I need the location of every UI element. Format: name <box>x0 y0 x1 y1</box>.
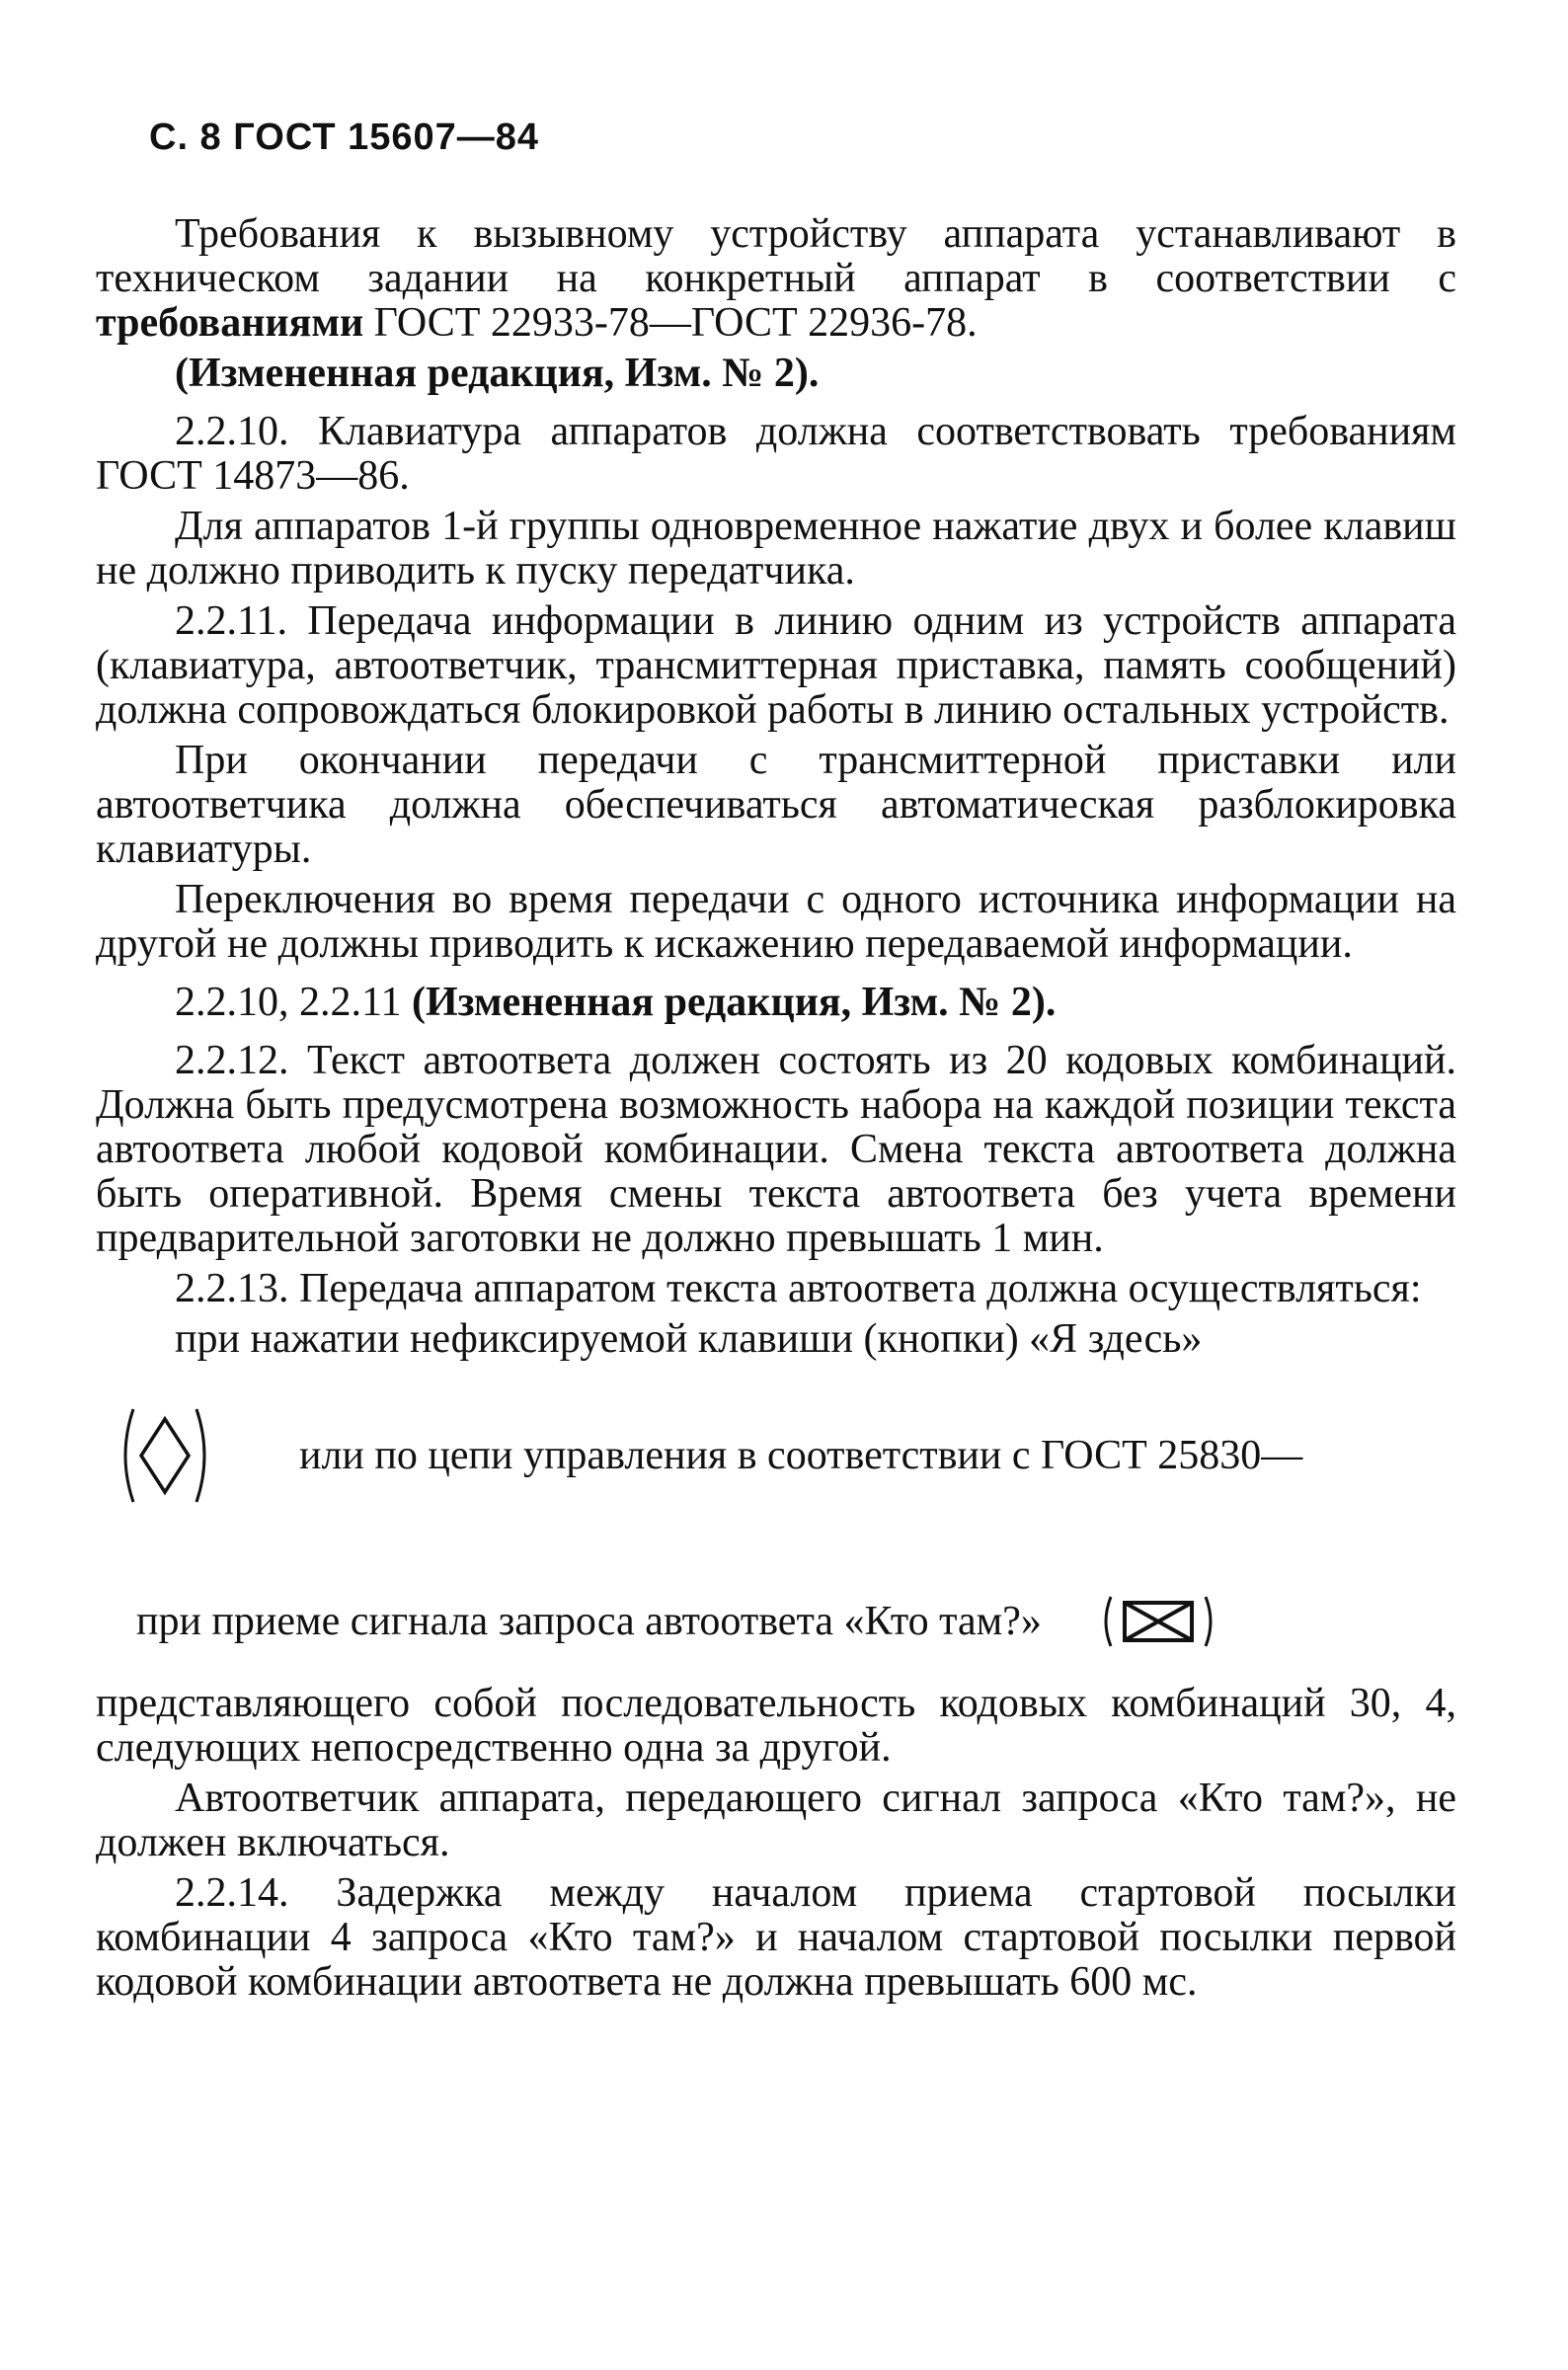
paragraph-answerback-off: Автоответчик аппарата, передающего сигнал запроса «Кто там?», не должен включаться. <box>96 1776 1456 1865</box>
page-header: С. 8 ГОСТ 15607—84 <box>149 117 540 158</box>
here-key-row <box>96 1401 1456 1510</box>
amendment-note-2 <box>96 981 1456 1025</box>
control-circuit-text: или по цепи управления в соответствии с ГОСТ 25830— <box>299 1432 1303 1478</box>
paragraph-group1-keys: Для аппаратов 1-й группы одновременное нажатие двух и более клавиш не должно приводить к пуску передатчика. <box>96 504 1456 593</box>
request-signal-text: при приеме сигнала запроса автоответа «Кто там?» <box>136 1598 1042 1644</box>
paragraph-here-key: при нажатии нефиксируемой клавиши (кнопки) «Я здесь» <box>175 1316 1203 1362</box>
amendment-note: (Измененная редакция, Изм. № 2). <box>175 351 820 396</box>
text-fragment: Требования к вызывному устройству аппарата устанавливают в техническом задании на конкретный аппарат в соответствии с <box>96 211 1456 301</box>
text-fragment-bold: требованиями <box>96 300 364 346</box>
envelope-icon <box>1099 1591 1217 1652</box>
document-body <box>96 212 1456 2011</box>
clause-2-2-14: 2.2.14. Задержка между началом приема стартовой посылки комбинации 4 запроса «Кто там?» и началом стартовой посылки первой кодовой комбинации автоответа не должна превышать 600 мс. <box>96 1870 1456 2005</box>
request-row <box>96 1591 1456 1652</box>
paragraph-switching: Переключения во время передачи с одного источника информации на другой не должны приводить к искажению передаваемой информации. <box>96 877 1456 967</box>
paragraph-code-sequence: представляющего собой последовательность кодовых комбинаций 30, 4, следующих непосредственно одна за другой. <box>96 1681 1456 1771</box>
paragraph-call-device <box>96 212 1456 346</box>
clause-2-2-11: 2.2.11. Передача информации в линию одним из устройств аппарата (клавиатура, автоответчик, трансмиттерная приставка, память сообщений) должна сопровождаться блокировкой работы в линию остальных устройств. <box>96 598 1456 733</box>
diamond-icon <box>116 1401 214 1510</box>
text-fragment: 2.2.10, 2.2.11 <box>175 980 412 1025</box>
text-fragment-bold: (Измененная редакция, Изм. № 2). <box>411 980 1057 1025</box>
clause-2-2-12: 2.2.12. Текст автоответа должен состоять из 20 кодовых комбинаций. Должна быть предусмотрена возможность набора на каждой позиции текста автоответа любой кодовой комбинации. Смена текста автоответа должна быть оперативной. Время смены текста автоответа без учета времени предварительной заготовки не должно превышать 1 мин. <box>96 1038 1456 1261</box>
clause-2-2-13: 2.2.13. Передача аппаратом текста автоответа должна осуществляться: <box>175 1266 1422 1311</box>
text-fragment: ГОСТ 22933-78—ГОСТ 22936-78. <box>363 300 978 346</box>
paragraph-unlock: При окончании передачи с трансмиттерной приставки или автоответчика должна обеспечиваться автоматическая разблокировка клавиатуры. <box>96 738 1456 872</box>
clause-2-2-10: 2.2.10. Клавиатура аппаратов должна соответствовать требованиям ГОСТ 14873—86. <box>96 409 1456 499</box>
